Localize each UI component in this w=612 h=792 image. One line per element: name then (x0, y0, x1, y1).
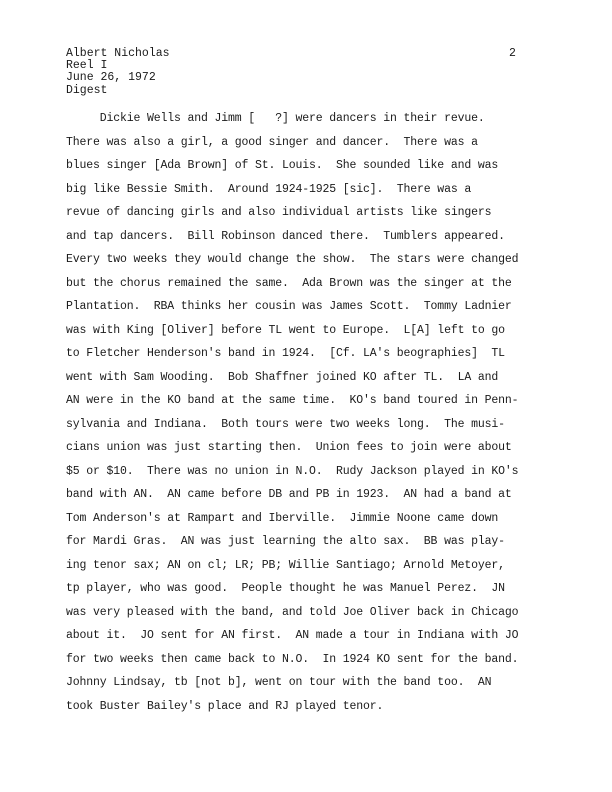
body-line: Every two weeks they would change the show. The stars were changed (66, 253, 519, 266)
body-line: for Mardi Gras. AN was just learning the alto sax. BB was play- (66, 535, 505, 548)
body-line: tp player, who was good. People thought he was Manuel Perez. JN (66, 582, 505, 595)
body-line: big like Bessie Smith. Around 1924-1925 [sic]. There was a (66, 182, 472, 196)
body-line: to Fletcher Henderson's band in 1924. [Cf. LA's beographies] TL (66, 347, 505, 360)
body-line: blues singer [Ada Brown] of St. Louis. She sounded like and was (66, 159, 499, 172)
body-line: went with Sam Wooding. Bob Shaffner joined KO after TL. LA and (66, 370, 499, 384)
digest-body (66, 107, 586, 718)
body-line: AN were in the KO band at the same time. KO's band toured in Penn- (66, 394, 519, 407)
body-line: for two weeks then came back to N.O. In 1924 KO sent for the band. (66, 652, 519, 666)
body-line: Plantation. RBA thinks her cousin was James Scott. Tommy Ladnier (66, 300, 512, 313)
page-number: 2 (509, 47, 516, 60)
body-line: cians union was just starting then. Union fees to join were about (66, 441, 512, 454)
body-line: ing tenor sax; AN on cl; LR; PB; Willie Santiago; Arnold Metoyer, (66, 558, 505, 572)
reel-label: Reel I (66, 59, 108, 73)
body-line: revue of dancing girls and also individual artists like singers (66, 206, 492, 219)
body-line: about it. JO sent for AN first. AN made a tour in Indiana with JO (66, 629, 519, 642)
body-line: was very pleased with the band, and told Joe Oliver back in Chicago (66, 605, 519, 619)
interview-date: June 26, 1972 (66, 71, 156, 85)
interviewee-name: Albert Nicholas (66, 47, 170, 60)
body-line: band with AN. AN came before DB and PB in 1923. AN had a band at (66, 488, 512, 501)
body-line: was with King [Oliver] before TL went to Europe. L[A] left to go (66, 323, 505, 337)
body-line: Johnny Lindsay, tb [not b], went on tour with the band too. AN (66, 676, 492, 689)
body-line: There was also a girl, a good singer and dancer. There was a (66, 135, 478, 149)
body-line: Tom Anderson's at Rampart and Iberville. Jimmie Noone came down (66, 511, 499, 525)
body-line: took Buster Bailey's place and RJ played tenor. (66, 699, 384, 713)
body-line: Dickie Wells and Jimm [ ?] were dancers in their revue. (66, 112, 485, 125)
body-line: and tap dancers. Bill Robinson danced there. Tumblers appeared. (66, 229, 505, 243)
body-line: $5 or $10. There was no union in N.O. Rudy Jackson played in KO's (66, 464, 519, 478)
body-line: but the chorus remained the same. Ada Brown was the singer at the (66, 276, 512, 290)
body-line: sylvania and Indiana. Both tours were two weeks long. The musi- (66, 417, 505, 431)
document-type: Digest (66, 83, 108, 97)
document-header (66, 48, 170, 97)
